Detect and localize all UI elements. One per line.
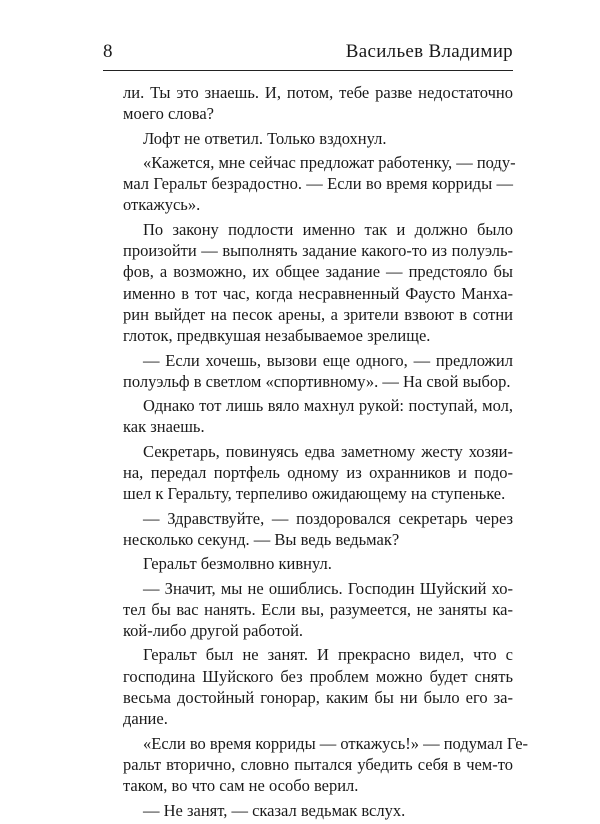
text-line: фов, а возможно, их общее задание — предстояло бы [123,262,513,282]
text-line: полуэльф в светлом «спортивному». — На свой выбор. [123,371,511,391]
page-header [103,38,513,66]
text-line: откажусь». [123,195,201,215]
paragraph [103,644,513,729]
text-line: весьма достойный гонорар, каким бы ни было его за- [123,688,513,708]
text-line: ли. Ты это знаешь. И, потом, тебе разве недостаточно [123,83,513,102]
text-line: Секретарь, повинуясь едва заметному жесту хозяи- [143,441,513,461]
text-line: — Не занят, — сказал ведьмак вслух. [143,800,406,820]
text-line: господина Шуйского без проблем можно будет снять [123,666,513,686]
text-line: шел к Геральту, терпеливо ожидающему на ступеньке. [123,484,506,504]
body-text [103,82,529,824]
text-line: — Значит, мы не ошиблись. Господин Шуйский хо- [143,578,513,598]
text-line: несколько секунд. — Вы ведь ведьмак? [123,529,400,549]
paragraph [103,508,513,551]
text-line: «Кажется, мне сейчас предложат работенку, — поду- [143,152,516,172]
text-line: мал Геральт безрадостно. — Если во время корриды — [123,174,513,194]
text-line: тел бы вас нанять. Если вы, разумеется, не заняты ка- [123,599,513,619]
text-line: Геральт безмолвно кивнул. [143,554,332,574]
paragraph [103,553,513,574]
text-line: на, передал портфель одному из охранников и подо- [123,463,513,483]
text-line: Лофт не ответил. Только вздохнул. [143,128,387,148]
header-rule [103,70,513,71]
text-line: Однако тот лишь вяло махнул рукой: поступай, мол, [143,396,513,416]
text-line: «Если во время корриды — откажусь!» — подумал Ге- [143,733,529,753]
text-line: рин выйдет на песок арены, а зрители взвоют в сотни [123,304,513,324]
text-line: — Здравствуйте, — поздоровался секретарь через [143,508,513,528]
text-line: произойти — выполнять задание какого-то из полуэль- [123,241,513,261]
paragraph [103,800,513,821]
page-number: 8 [103,41,113,62]
paragraph [103,733,529,797]
paragraph [103,128,513,149]
paragraph [103,350,513,393]
text-line: дание. [123,709,168,729]
paragraph [103,578,513,642]
text-line: — Если хочешь, вызови еще одного, — предложил [143,350,513,370]
text-line: моего слова? [123,104,214,124]
paragraph [103,219,513,347]
text-line: именно в тот час, когда несравненный Фаусто Манха- [123,283,513,303]
text-line: таком, во что сам не особо верил. [123,776,359,796]
text-line: как знаешь. [123,417,205,437]
paragraph [103,82,513,125]
text-line: глоток, предвкушая незабываемое зрелище. [123,326,431,346]
text-line: кой-либо другой работой. [123,621,304,641]
paragraph [103,395,513,438]
paragraph [103,152,516,216]
paragraph [103,441,513,505]
text-line: По закону подлости именно так и должно было [143,219,513,239]
running-head-author: Васильев Владимир [345,41,513,62]
text-line: ральт вторично, словно пытался убедить себя в чем-то [123,754,513,774]
text-line: Геральт был не занят. И прекрасно видел, что с [143,645,513,665]
